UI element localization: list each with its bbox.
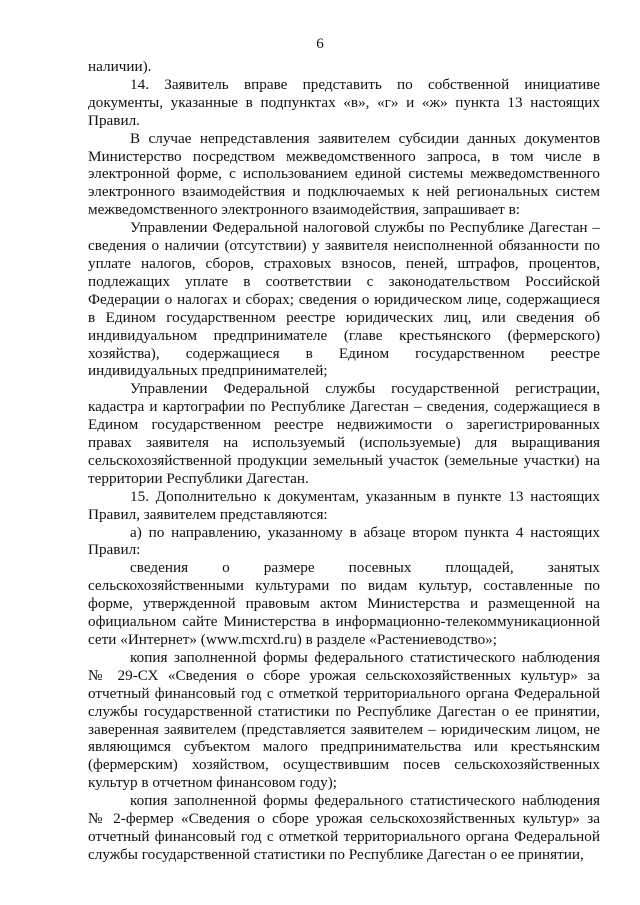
document-body (88, 58, 600, 864)
paragraph: наличии). (88, 58, 152, 75)
paragraph: Управлении Федеральной налоговой службы по Республике Дагестан – сведения о наличии (отсутствии) у заявителя неисполненной обязанности по уплате налогов, сборов, страховых взносов, пеней, штрафов, процентов, подлежащих уплате в соответствии с законодательством Российской Федерации о налогах и сборах; сведения о юридическом лице, содержащиеся в Едином государственном реестре юридических лиц, или сведения об индивидуальном предпринимателе (главе крестьянского (фермерского) хозяйства), содержащиеся в Едином государственном реестре индивидуальных предпринимателей; (88, 219, 600, 380)
paragraph: копия заполненной формы федерального статистического наблюдения № 2-фермер «Сведения о сборе урожая сельскохозяйственных культур» за отчетный финансовый год с отметкой территориального органа Федеральной службы государственной статистики по Республике Дагестан о ее принятии, (88, 792, 600, 863)
paragraph: 15. Дополнительно к документам, указанным в пункте 13 настоящих Правил, заявителем представляются: (88, 487, 600, 523)
paragraph: а) по направлению, указанному в абзаце втором пункта 4 настоящих Правил: (88, 523, 600, 559)
page-number: 6 (316, 36, 324, 52)
paragraph: сведения о размере посевных площадей, занятых сельскохозяйственными культурами по видам культур, составленные по форме, утвержденной правовым актом Министерства и размещенной на официальном сайте Министерства в информационно-телекоммуникационной сети «Интернет» (www.mcxrd.ru) в разделе «Растениеводство»; (88, 559, 600, 648)
paragraph: 14. Заявитель вправе представить по собственной инициативе документы, указанные в подпунктах «в», «г» и «ж» пункта 13 настоящих Правил. (88, 75, 600, 129)
paragraph: В случае непредставления заявителем субсидии данных документов Министерство посредством межведомственного запроса, в том числе в электронной форме, с использованием единой системы межведомственного электронного взаимодействия и подключаемых к ней региональных систем межведомственного электронного взаимодействия, запрашивает в: (88, 129, 600, 219)
paragraph: Управлении Федеральной службы государственной регистрации, кадастра и картографии по Республике Дагестан – сведения, содержащиеся в Едином государственном реестре недвижимости о зарегистрированных правах заявителя на используемый (используемые) для выращивания сельскохозяйственной продукции земельный участок (земельные участки) на территории Республики Дагестан. (88, 380, 600, 487)
paragraph: копия заполненной формы федерального статистического наблюдения № 29-СХ «Сведения о сборе урожая сельскохозяйственных культур» за отчетный финансовый год с отметкой территориального органа Федеральной службы государственной статистики по Республике Дагестан о ее принятии, заверенная заявителем (представляется заявителем – юридическим лицом, не являющимся субъектом малого предпринимательства или крестьянским (фермерским) хозяйством, осуществившим посев сельскохозяйственных культур в отчетном финансовом году); (88, 648, 600, 792)
